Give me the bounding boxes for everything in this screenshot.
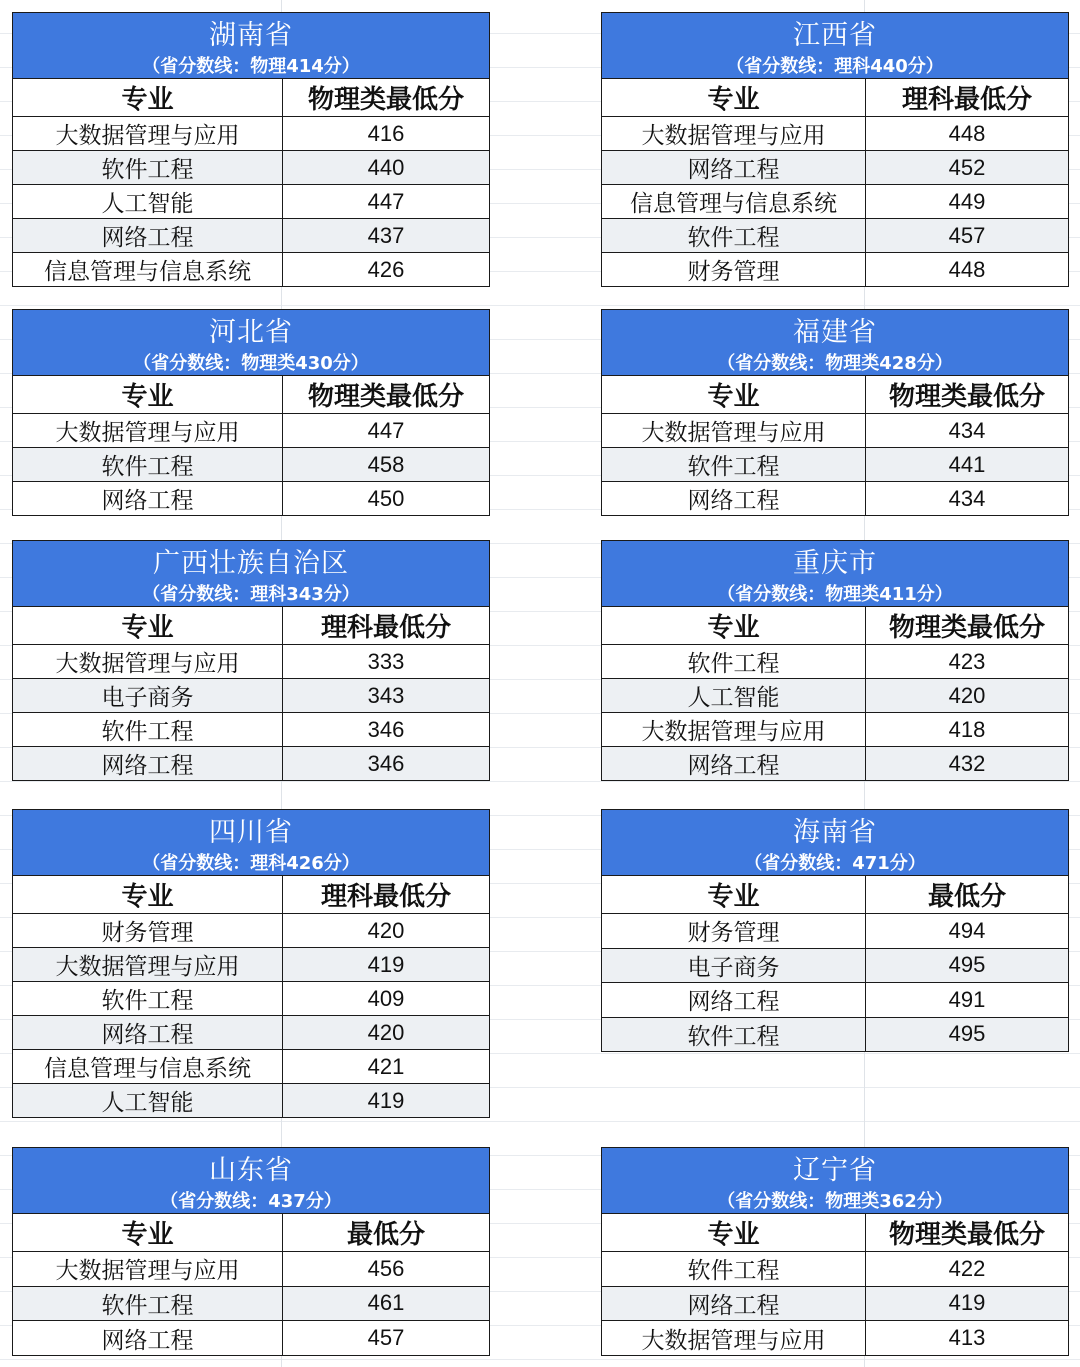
min-score: 432 [866, 747, 1069, 781]
min-score: 440 [283, 151, 490, 185]
province-table-sichuan [12, 809, 489, 1118]
province-table-hebei [12, 309, 489, 512]
province-cutoff: （省分数线：437分） [13, 1187, 490, 1214]
major-name: 大数据管理与应用 [13, 117, 283, 151]
table-row [602, 747, 1069, 781]
min-score: 448 [866, 117, 1069, 151]
major-name: 财务管理 [602, 253, 866, 287]
min-score: 447 [283, 414, 490, 448]
table-row [13, 448, 490, 482]
major-name: 信息管理与信息系统 [602, 185, 866, 219]
province-table-fujian [601, 309, 1068, 512]
header-min-score: 最低分 [283, 1214, 490, 1252]
major-name: 软件工程 [602, 448, 866, 482]
table-row [13, 747, 490, 781]
province-table-hunan [12, 12, 489, 285]
province-table-guangxi [12, 540, 489, 779]
table-row [13, 1050, 490, 1084]
min-score: 419 [866, 1286, 1069, 1321]
header-min-score: 物理类最低分 [866, 607, 1069, 645]
province-title: 湖南省 [13, 13, 490, 53]
min-score: 409 [283, 982, 490, 1016]
table-row [602, 219, 1069, 253]
min-score: 441 [866, 448, 1069, 482]
header-min-score: 物理类最低分 [866, 376, 1069, 414]
table-row [13, 1084, 490, 1118]
min-score: 419 [283, 1084, 490, 1118]
table-row [602, 1286, 1069, 1321]
table-row [602, 713, 1069, 747]
header-min-score: 理科最低分 [866, 79, 1069, 117]
min-score: 437 [283, 219, 490, 253]
min-score: 494 [866, 914, 1069, 949]
major-name: 软件工程 [602, 1252, 866, 1287]
table-row [13, 117, 490, 151]
table-row [13, 482, 490, 516]
major-name: 大数据管理与应用 [13, 645, 283, 679]
major-name: 网络工程 [13, 1016, 283, 1050]
major-name: 人工智能 [13, 185, 283, 219]
min-score: 450 [283, 482, 490, 516]
table-row [602, 151, 1069, 185]
min-score: 343 [283, 679, 490, 713]
major-name: 网络工程 [13, 482, 283, 516]
min-score: 461 [283, 1286, 490, 1321]
min-score: 413 [866, 1321, 1069, 1356]
province-title: 山东省 [13, 1148, 490, 1188]
header-major: 专业 [13, 79, 283, 117]
header-major: 专业 [602, 607, 866, 645]
major-name: 大数据管理与应用 [13, 414, 283, 448]
table-row [13, 1286, 490, 1321]
major-name: 软件工程 [13, 151, 283, 185]
major-name: 大数据管理与应用 [602, 713, 866, 747]
major-name: 网络工程 [13, 1321, 283, 1356]
table-row [13, 219, 490, 253]
table-row [13, 414, 490, 448]
min-score: 346 [283, 747, 490, 781]
major-name: 电子商务 [602, 948, 866, 983]
province-title: 四川省 [13, 810, 490, 850]
min-score: 452 [866, 151, 1069, 185]
table-row [13, 713, 490, 747]
table-row [602, 914, 1069, 949]
province-cutoff: （省分数线：物理类428分） [602, 349, 1069, 376]
table-row [13, 645, 490, 679]
major-name: 大数据管理与应用 [602, 1321, 866, 1356]
major-name: 软件工程 [602, 1017, 866, 1052]
major-name: 大数据管理与应用 [602, 117, 866, 151]
province-cutoff: （省分数线：物理类362分） [602, 1187, 1069, 1214]
min-score: 458 [283, 448, 490, 482]
header-min-score: 最低分 [866, 876, 1069, 914]
major-name: 财务管理 [13, 914, 283, 948]
header-min-score: 理科最低分 [283, 876, 490, 914]
major-name: 人工智能 [13, 1084, 283, 1118]
major-name: 网络工程 [602, 482, 866, 516]
table-row [13, 1252, 490, 1287]
province-title: 海南省 [602, 810, 1069, 850]
min-score: 418 [866, 713, 1069, 747]
province-cutoff: （省分数线：物理类411分） [602, 580, 1069, 607]
major-name: 软件工程 [13, 982, 283, 1016]
min-score: 423 [866, 645, 1069, 679]
min-score: 420 [866, 679, 1069, 713]
table-row [602, 117, 1069, 151]
table-row [602, 1252, 1069, 1287]
min-score: 416 [283, 117, 490, 151]
min-score: 448 [866, 253, 1069, 287]
header-min-score: 理科最低分 [283, 607, 490, 645]
province-cutoff: （省分数线：理科343分） [13, 580, 490, 607]
min-score: 449 [866, 185, 1069, 219]
province-table-jiangxi [601, 12, 1068, 285]
table-row [602, 983, 1069, 1018]
major-name: 大数据管理与应用 [13, 948, 283, 982]
major-name: 网络工程 [602, 1286, 866, 1321]
header-major: 专业 [602, 876, 866, 914]
major-name: 电子商务 [13, 679, 283, 713]
major-name: 网络工程 [602, 983, 866, 1018]
min-score: 434 [866, 482, 1069, 516]
table-row [602, 448, 1069, 482]
province-table-liaoning [601, 1147, 1068, 1356]
major-name: 网络工程 [13, 747, 283, 781]
province-cutoff: （省分数线：理科440分） [602, 52, 1069, 79]
major-name: 软件工程 [602, 645, 866, 679]
min-score: 333 [283, 645, 490, 679]
major-name: 网络工程 [13, 219, 283, 253]
min-score: 346 [283, 713, 490, 747]
table-row [602, 482, 1069, 516]
table-row [602, 414, 1069, 448]
header-major: 专业 [13, 876, 283, 914]
min-score: 495 [866, 1017, 1069, 1052]
header-major: 专业 [13, 607, 283, 645]
table-row [13, 948, 490, 982]
min-score: 420 [283, 914, 490, 948]
province-table-chongqing [601, 540, 1068, 779]
min-score: 421 [283, 1050, 490, 1084]
table-row [602, 253, 1069, 287]
province-cutoff: （省分数线：物理414分） [13, 52, 490, 79]
min-score: 420 [283, 1016, 490, 1050]
header-min-score: 物理类最低分 [866, 1214, 1069, 1252]
table-row [602, 645, 1069, 679]
table-row [13, 1016, 490, 1050]
min-score: 447 [283, 185, 490, 219]
major-name: 财务管理 [602, 914, 866, 949]
min-score: 457 [866, 219, 1069, 253]
table-row [13, 914, 490, 948]
min-score: 495 [866, 948, 1069, 983]
province-title: 重庆市 [602, 541, 1069, 581]
major-name: 软件工程 [602, 219, 866, 253]
major-name: 软件工程 [13, 448, 283, 482]
table-row [13, 253, 490, 287]
province-table-shandong [12, 1147, 489, 1356]
province-title: 河北省 [13, 310, 490, 350]
min-score: 457 [283, 1321, 490, 1356]
header-major: 专业 [13, 1214, 283, 1252]
header-major: 专业 [602, 79, 866, 117]
table-row [13, 185, 490, 219]
province-cutoff: （省分数线：理科426分） [13, 849, 490, 876]
min-score: 426 [283, 253, 490, 287]
major-name: 人工智能 [602, 679, 866, 713]
province-title: 广西壮族自治区 [13, 541, 490, 581]
major-name: 大数据管理与应用 [602, 414, 866, 448]
major-name: 信息管理与信息系统 [13, 253, 283, 287]
province-title: 福建省 [602, 310, 1069, 350]
major-name: 软件工程 [13, 1286, 283, 1321]
table-row [13, 151, 490, 185]
min-score: 456 [283, 1252, 490, 1287]
major-name: 网络工程 [602, 747, 866, 781]
table-row [602, 679, 1069, 713]
header-major: 专业 [602, 376, 866, 414]
province-title: 江西省 [602, 13, 1069, 53]
province-title: 辽宁省 [602, 1148, 1069, 1188]
table-row [13, 1321, 490, 1356]
table-row [602, 1017, 1069, 1052]
header-major: 专业 [602, 1214, 866, 1252]
min-score: 422 [866, 1252, 1069, 1287]
table-row [13, 982, 490, 1016]
province-table-hainan [601, 809, 1068, 1052]
province-cutoff: （省分数线：物理类430分） [13, 349, 490, 376]
header-min-score: 物理类最低分 [283, 376, 490, 414]
table-row [13, 679, 490, 713]
table-row [602, 948, 1069, 983]
min-score: 491 [866, 983, 1069, 1018]
min-score: 419 [283, 948, 490, 982]
major-name: 信息管理与信息系统 [13, 1050, 283, 1084]
major-name: 软件工程 [13, 713, 283, 747]
header-major: 专业 [13, 376, 283, 414]
major-name: 网络工程 [602, 151, 866, 185]
min-score: 434 [866, 414, 1069, 448]
province-cutoff: （省分数线：471分） [602, 849, 1069, 876]
table-row [602, 185, 1069, 219]
header-min-score: 物理类最低分 [283, 79, 490, 117]
major-name: 大数据管理与应用 [13, 1252, 283, 1287]
table-row [602, 1321, 1069, 1356]
